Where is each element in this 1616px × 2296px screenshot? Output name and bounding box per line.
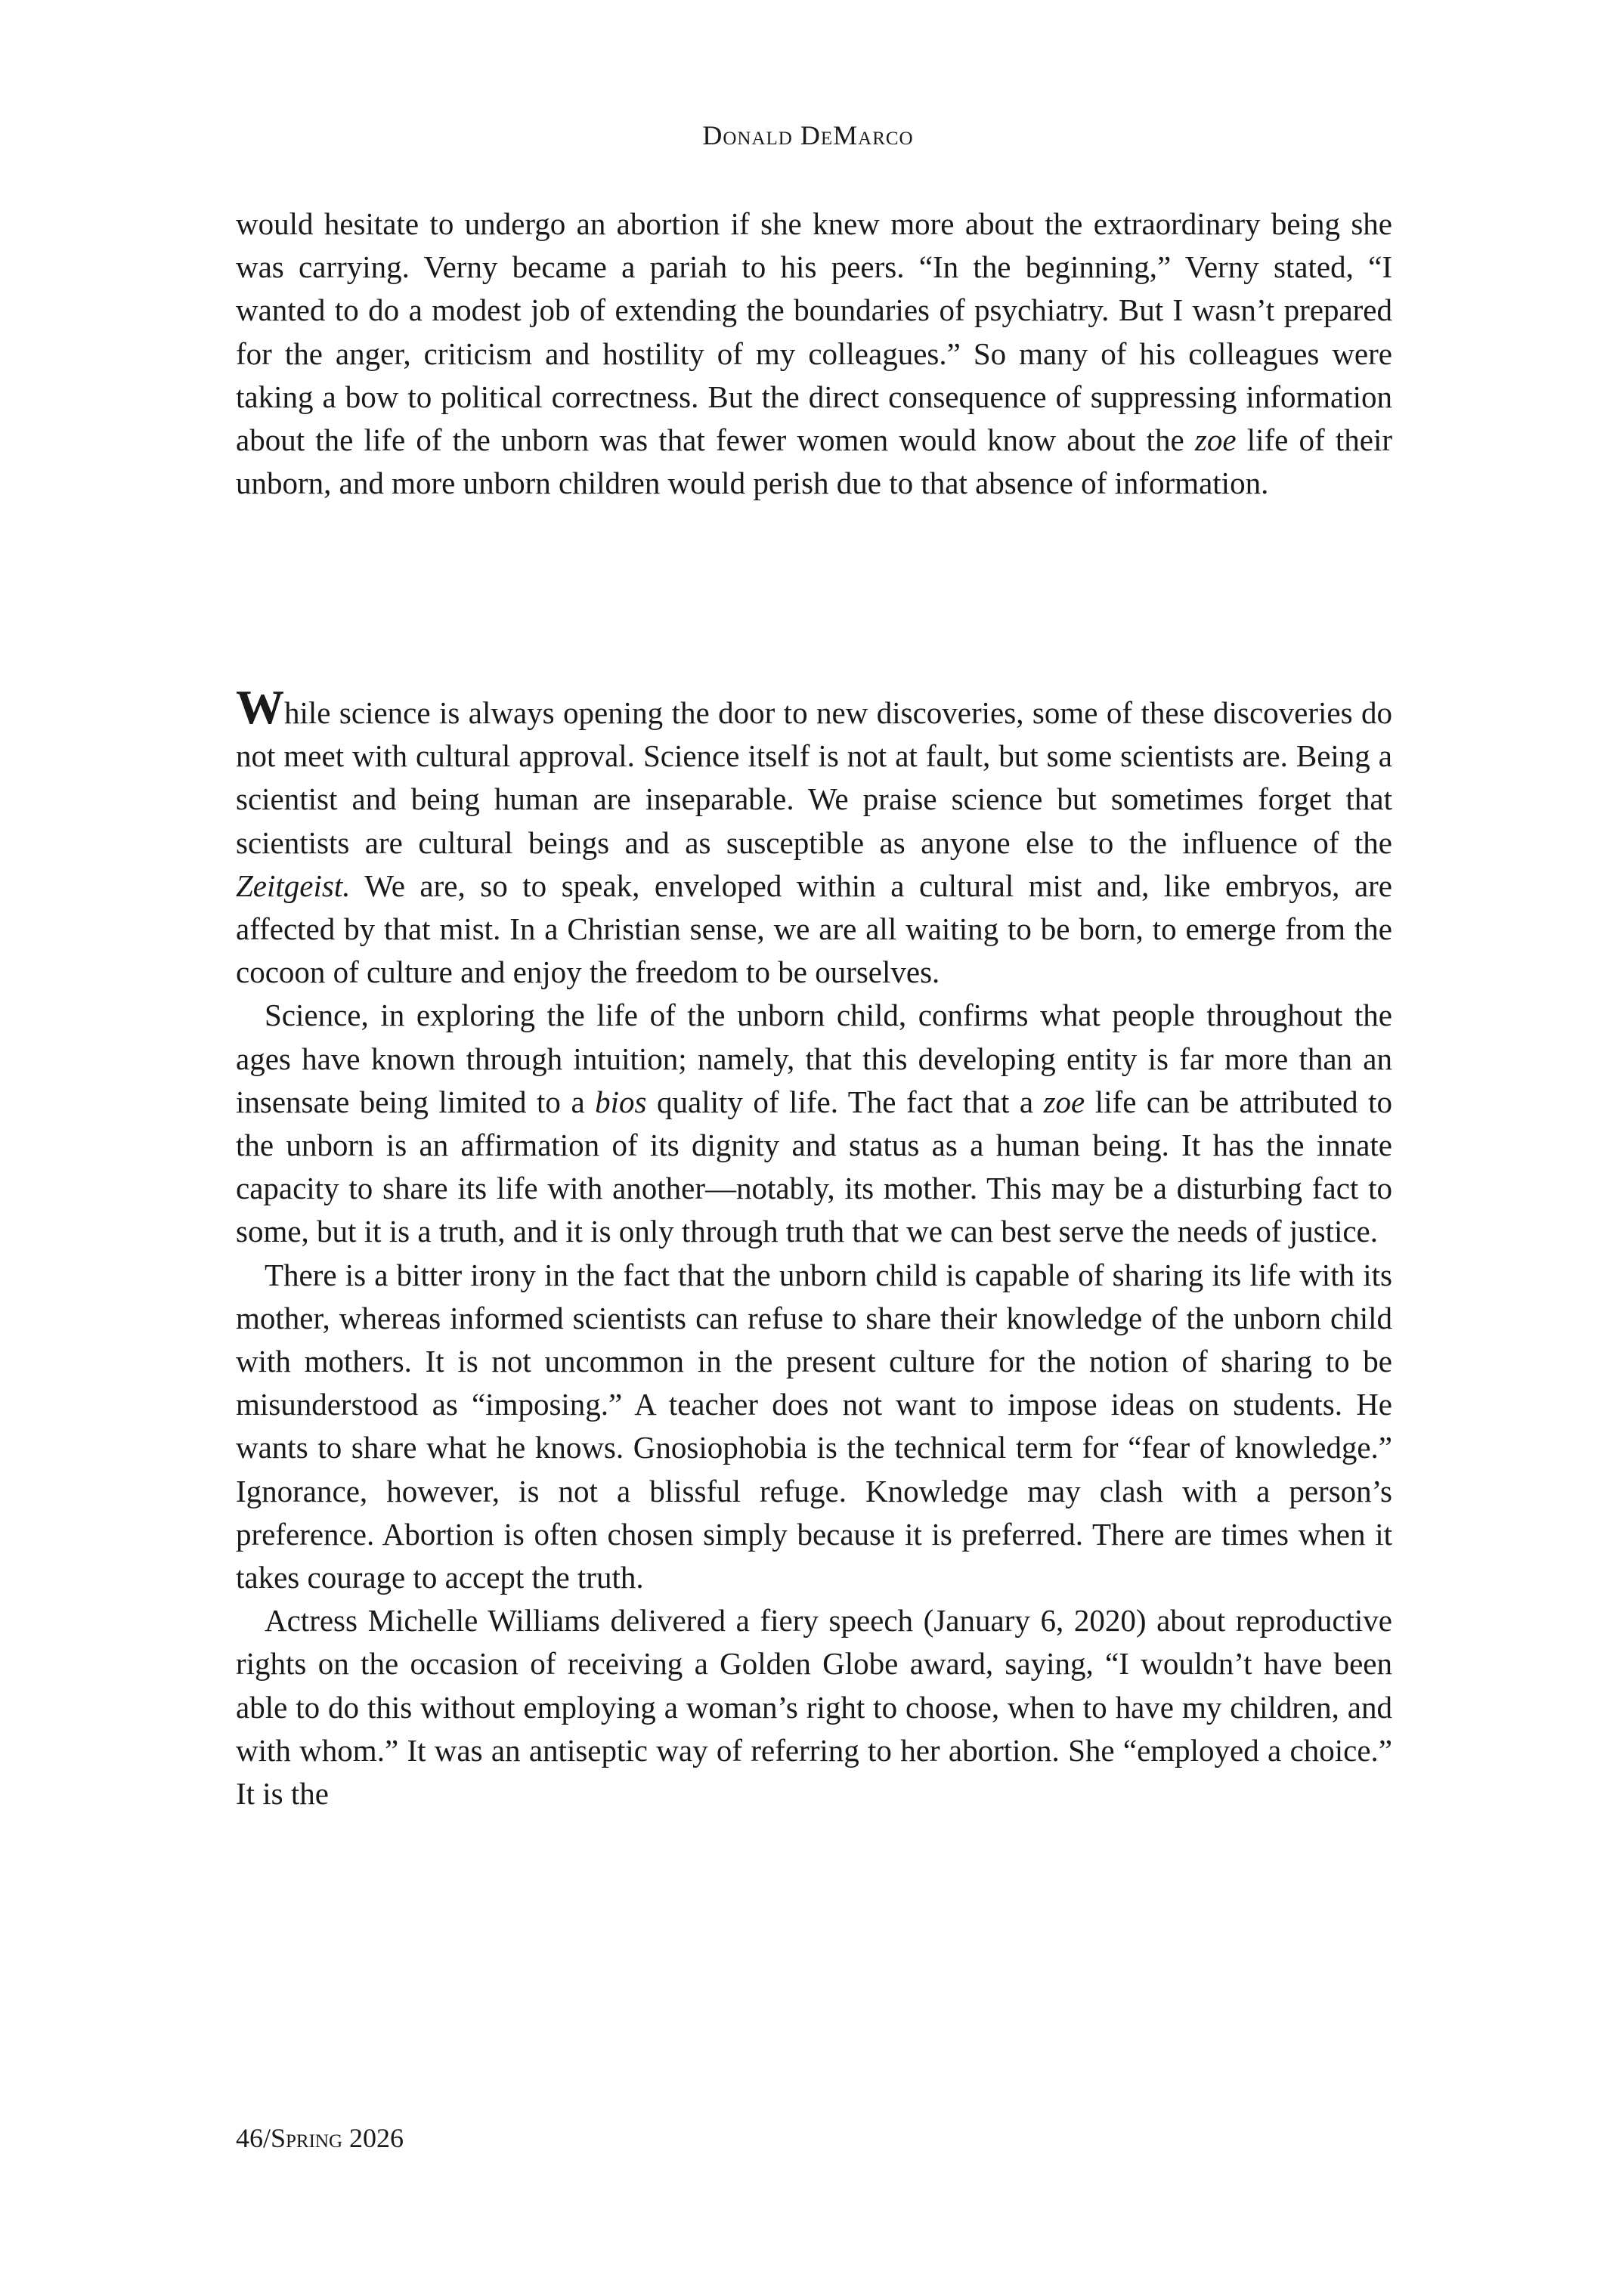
paragraph-3 bbox=[236, 994, 1392, 1253]
body-text-top bbox=[236, 203, 1392, 505]
page-folio: 46/Spring 2026 bbox=[236, 2123, 404, 2153]
paragraph-1-text-a: would hesitate to undergo an abortion if she knew more about the extraordinary being she was carrying. Verny became a pariah to his peers. “In the beginning,” Verny stated, “I wanted to do a modest job of extending the boundaries of psychiatry. But I wasn’t prepared for the anger, criticism and hostility of my colleagues.” So many of his colleagues were taking a bow to political correctness. But the direct consequence of suppressing information about the life of the unborn was that fewer women would know about the bbox=[236, 206, 1392, 458]
paragraph-1-italic-zoe: zoe bbox=[1194, 422, 1237, 458]
paragraph-3-italic-bios: bios bbox=[595, 1084, 647, 1119]
paragraph-2 bbox=[236, 680, 1392, 994]
paragraph-3-text-a: Science, in exploring the life of the unborn child, confirms what people throughout the ages have known through intuition; namely, that this developing entity is far more than an insensate being limited to a bbox=[236, 998, 1392, 1119]
paragraph-2-text-b: We are, so to speak, enveloped within a cultural mist and, like embryos, are affected by that mist. In a Christian sense, we are all waiting to be born, to emerge from the cocoon of culture and enjoy the freedom to be ourselves. bbox=[236, 868, 1392, 990]
paragraph-3-italic-zoe: zoe bbox=[1043, 1084, 1085, 1119]
paragraph-3-text-c: life can be attributed to the unborn is an affirmation of its dignity and status as a human being. It has the innate capacity to share its life with another—notably, its mother. This may be a disturbing fact to some, but it is a truth, and it is only through truth that we can best serve the needs of justice. bbox=[236, 1084, 1393, 1249]
paragraph-2-italic-zeitgeist: Zeitgeist. bbox=[236, 868, 351, 903]
body-text-main bbox=[236, 680, 1393, 1815]
paragraph-3-text-b: quality of life. The fact that a bbox=[646, 1084, 1044, 1119]
paragraph-5: Actress Michelle Williams delivered a fiery speech (January 6, 2020) about reproductive rights on the occasion of receiving a Golden Globe award, saying, “I wouldn’t have been able to do this without employing a woman’s right to choose, when to have my children, and with whom.” It was an antiseptic way of referring to her abortion. She “employed a choice.” It is the bbox=[236, 1603, 1392, 1812]
paragraph-1-text-b: life of their unborn, and more unborn children would perish due to that absence of information. bbox=[236, 422, 1392, 501]
paragraph-4: There is a bitter irony in the fact that the unborn child is capable of sharing its life with its mother, whereas informed scientists can refuse to share their knowledge of the unborn child with mothers. It is not uncommon in the present culture for the notion of sharing to be misunderstood as “imposing.” A teacher does not want to impose ideas on students. He wants to share what he knows. Gnosiophobia is the technical term for “fear of knowledge.” Ignorance, however, is not a blissful refuge. Knowledge may clash with a person’s preference. Abortion is often chosen simply because it is preferred. There are times when it takes courage to accept the truth. bbox=[236, 1257, 1392, 1595]
paragraph-1 bbox=[236, 203, 1392, 505]
drop-cap: W bbox=[236, 680, 284, 734]
running-head: Donald DeMarco bbox=[702, 120, 914, 150]
paragraph-2-text-a: hile science is always opening the door to new discoveries, some of these discoveries do not meet with cultural approval. Science itself is not at fault, but some scientists are. Being a scientist and being human are inseparable. We praise science but sometimes forget that scientists are cultural beings and as susceptible as anyone else to the influence of the bbox=[236, 695, 1392, 860]
